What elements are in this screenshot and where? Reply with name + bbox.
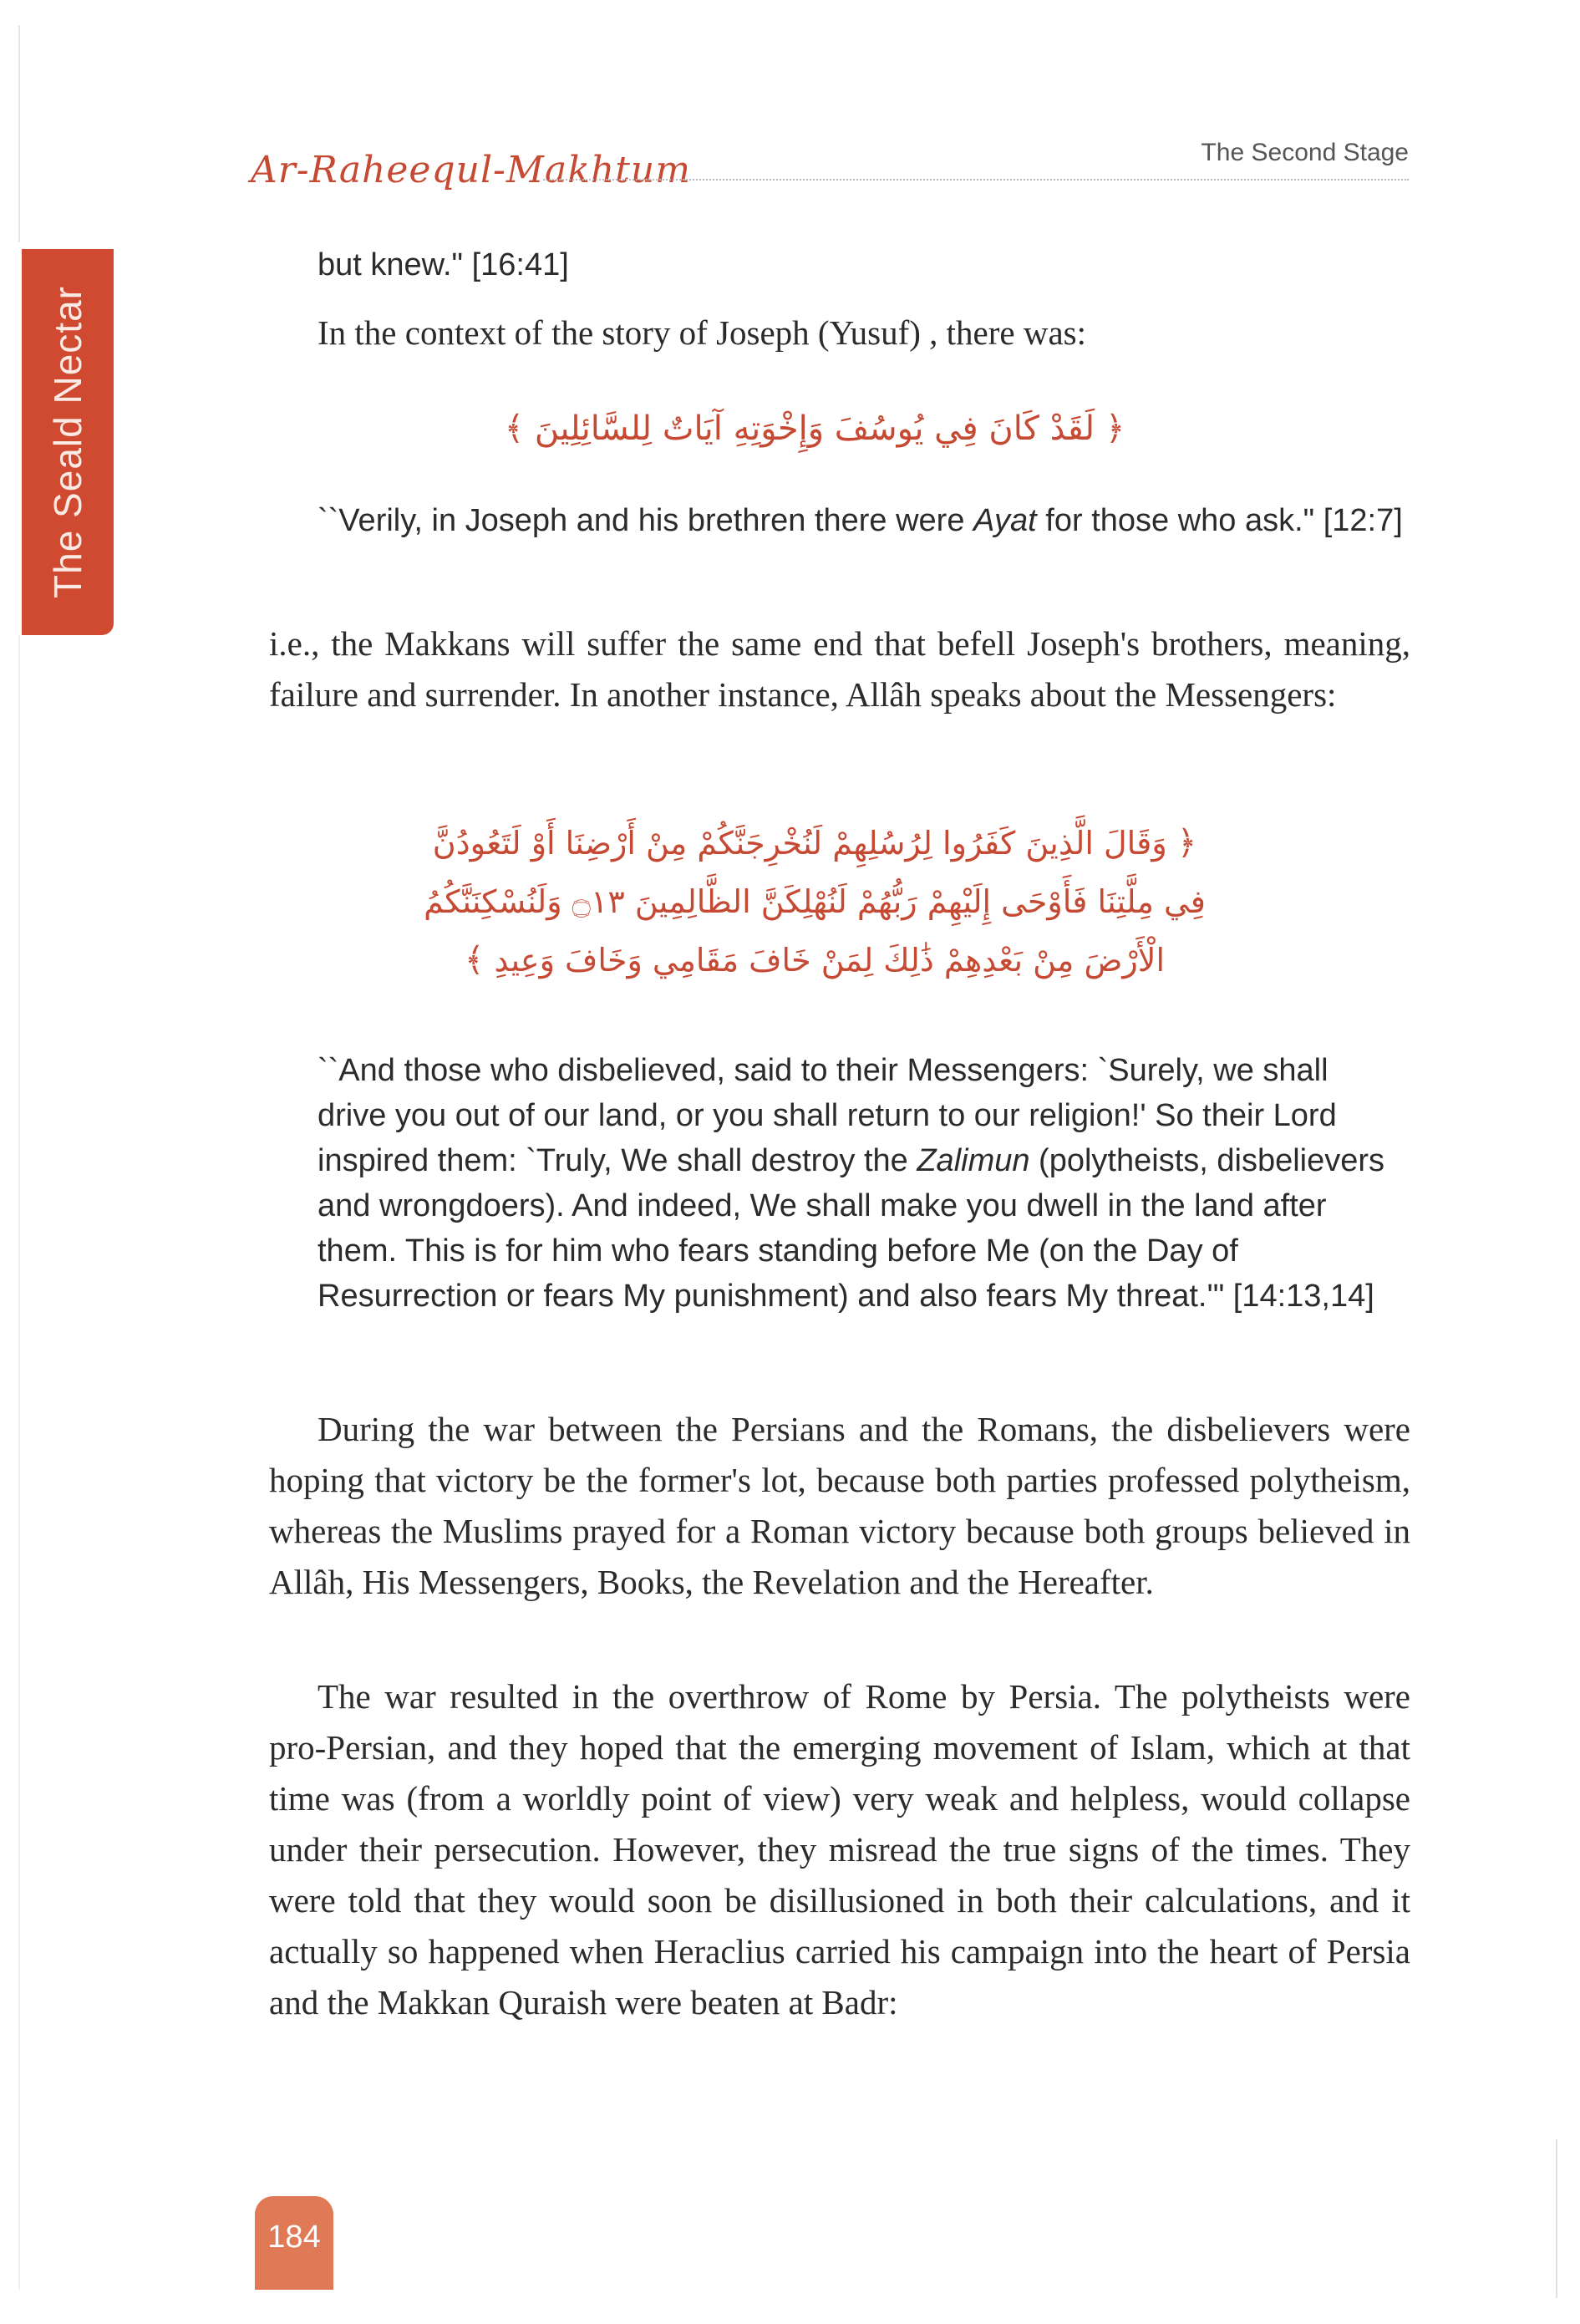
book-title: Ar-Raheequl-Makhtum	[251, 149, 691, 191]
verse-2-line-1	[318, 814, 1312, 872]
verse-2-line-3-text: الْأَرْضَ مِنْ بَعْدِهِمْ ذَٰلِكَ لِمَنْ خَافَ مَقَامِي وَخَافَ وَعِيدِ	[494, 942, 1166, 979]
side-tab-label: The Seald Nectar	[46, 286, 89, 598]
translation-2-post: (polytheists, disbelievers and wrongdoers). And indeed, We shall make you dwell in the land after them. This is for him who fears standing before Me (on the Day of Resurrection or fears My punishment) and also fears My threat.'" [14:13,14]	[318, 1143, 1385, 1314]
intro-line: but knew." [16:41]	[318, 247, 569, 282]
translation-1-post: for those who ask." [12:7]	[1036, 503, 1403, 538]
paragraph-1: During the war between the Persians and the Romans, the disbelievers were hoping that victory be the former's lot, because both parties professed polytheism, whereas the Muslims prayed for a Roman victory because both groups believed in Allâh, His Messengers, Books, the Revelation and the Hereafter.	[269, 1410, 1410, 1601]
margin-rule-right	[1556, 2139, 1557, 2298]
verse-ornament-close-icon: ﴾	[464, 941, 485, 979]
page-number: 184	[267, 2220, 321, 2255]
translation-1-term: Ayat	[973, 503, 1037, 538]
side-tab	[22, 249, 114, 635]
translation-2-pre: ``And those who disbelieved, said to their Messengers: `Surely, we shall drive you out of our land, or you shall return to our religion!' So their Lord inspired them: `Truly, We shall destroy the	[318, 1053, 1337, 1178]
translation-2	[318, 1048, 1404, 1319]
margin-rule-bottom	[18, 635, 20, 2290]
header-rule	[543, 179, 1409, 181]
margin-rule-top	[18, 25, 20, 242]
verse-1	[318, 409, 1312, 448]
translation-1-pre: ``Verily, in Joseph and his brethren there were	[318, 503, 974, 538]
verse-ornament-close-icon: ﴾	[504, 409, 525, 448]
verse-ornament-open-icon: ﴿	[1105, 409, 1125, 448]
page-number-tab	[255, 2196, 333, 2290]
verse-2-line-2: فِي مِلَّتِنَا فَأَوْحَى إِلَيْهِمْ رَبُّهُمْ لَنُهْلِكَنَّ الظَّالِمِينَ ۝١٣ وَلَنُسْكِنَنَّكُمُ	[424, 883, 1206, 920]
translation-2-term: Zalimun	[917, 1143, 1030, 1178]
joseph-intro: In the context of the story of Joseph (Yusuf) , there was:	[318, 313, 1086, 352]
verse-2	[318, 814, 1312, 989]
verse-2-line-1-text: وَقَالَ الَّذِينَ كَفَرُوا لِرُسُلِهِمْ لَنُخْرِجَنَّكُمْ مِنْ أَرْضِنَا أَوْ لَتَعُودُنَّ	[432, 825, 1167, 862]
translation-1	[318, 498, 1404, 543]
section-title: The Second Stage	[1201, 139, 1409, 166]
verse-2-line-3	[318, 931, 1312, 989]
verse-1-text: لَقَدْ كَانَ فِي يُوسُفَ وَإِخْوَتِهِ آيَاتٌ لِلسَّائِلِينَ	[534, 409, 1095, 448]
verse-ornament-open-icon: ﴿	[1176, 824, 1197, 862]
commentary: i.e., the Makkans will suffer the same end that befell Joseph's brothers, meaning, failure and surrender. In another instance, Allâh speaks about the Messengers:	[269, 624, 1410, 714]
paragraph-2: The war resulted in the overthrow of Rome by Persia. The polytheists were pro-Persian, and they hoped that the emerging movement of Islam, which at that time was (from a worldly point of view) very weak and helpless, would collapse under their persecution. However, they misread the true signs of the times. They were told that they would soon be disillusioned in both their calculations, and it actually so happened when Heraclius carried his campaign into the heart of Persia and the Makkan Quraish were beaten at Badr:	[269, 1677, 1410, 2021]
